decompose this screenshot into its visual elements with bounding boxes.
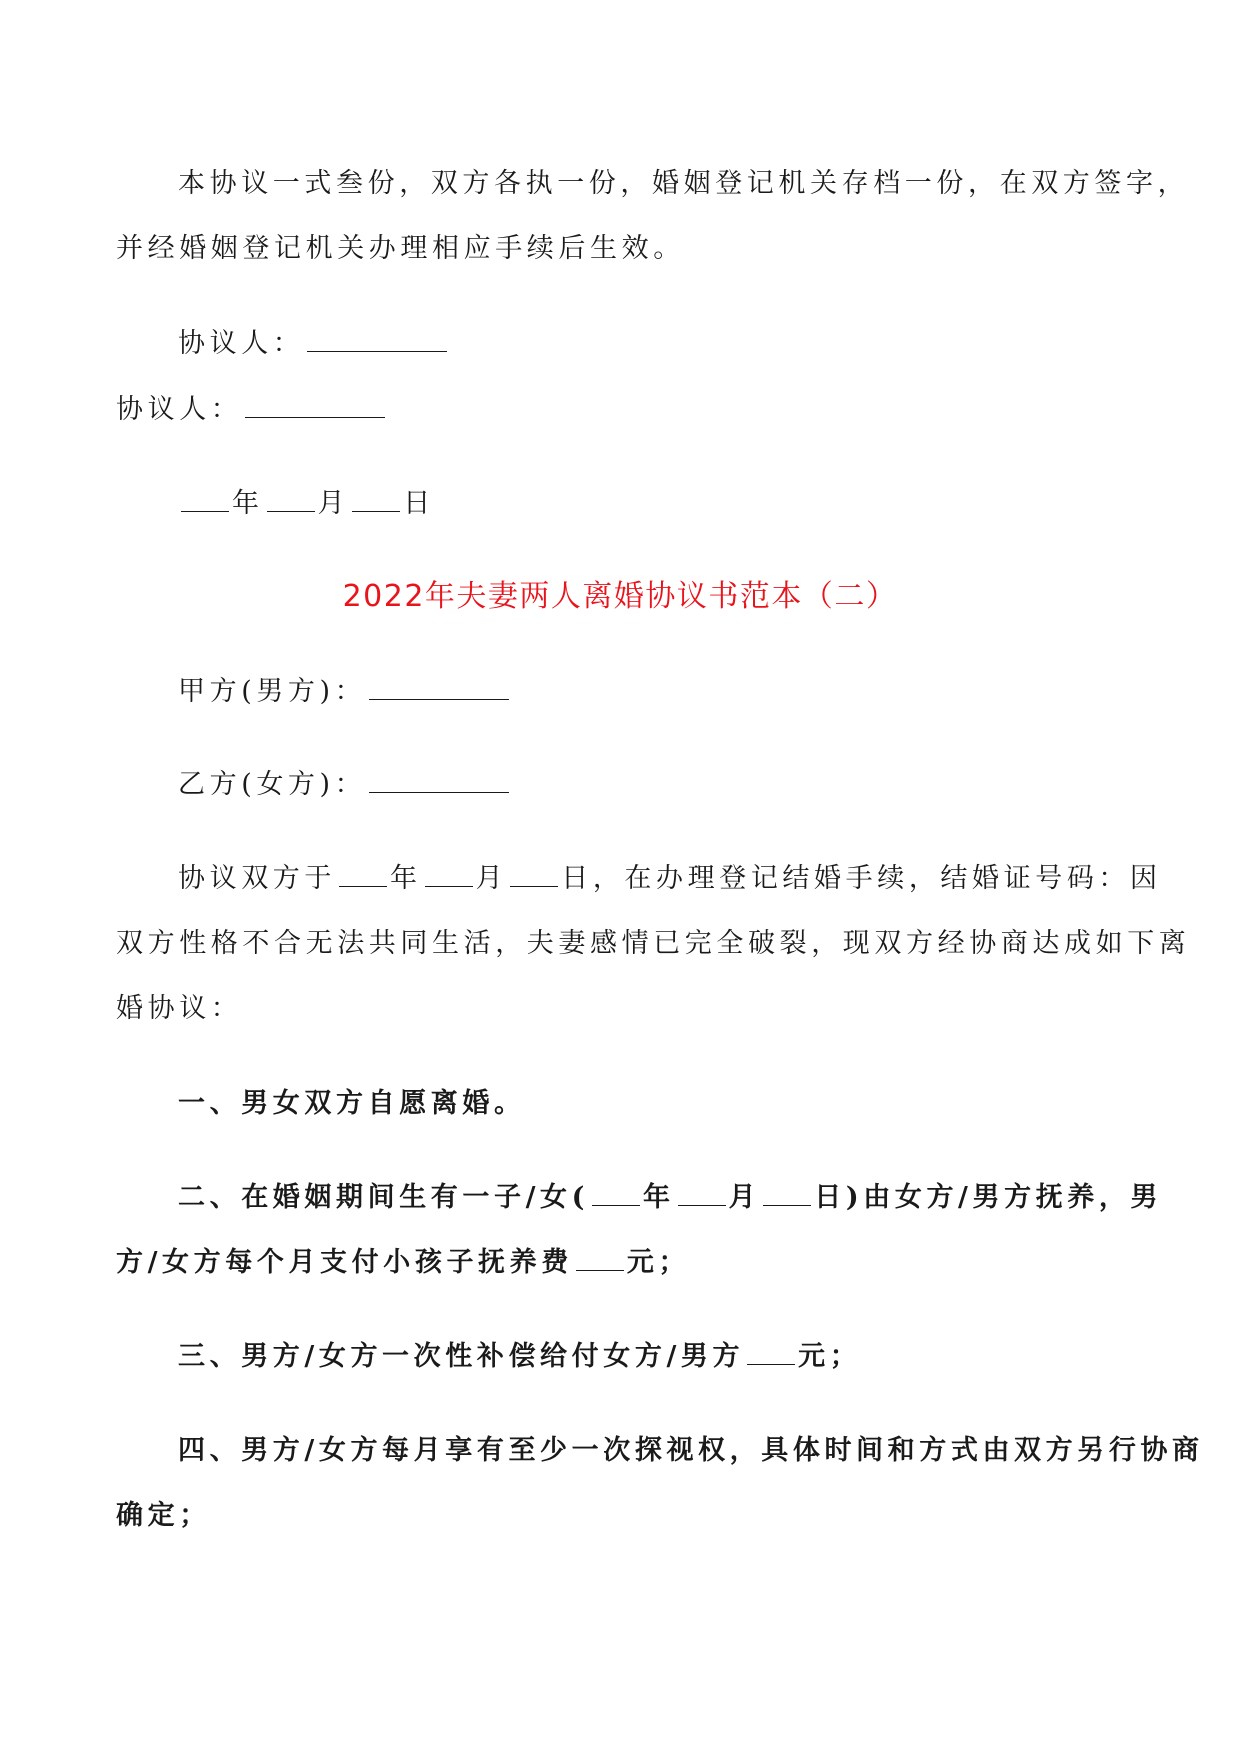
day-blank [352,510,400,512]
signature-line-2 [116,396,388,423]
party-b-blank [369,791,509,793]
date-line [178,490,435,517]
month-blank [425,885,473,887]
signature-label: 协议人： [116,394,243,425]
year-label: 年 [390,863,422,894]
party-a-label: 甲方(男方)： [178,676,367,707]
amount-blank [576,1269,624,1271]
month-blank [678,1204,726,1206]
year-blank [181,510,229,512]
clause-2-text: 元； [626,1247,691,1278]
validity-paragraph-line-1: 本协议一式叁份，双方各执一份，婚姻登记机关存档一份，在双方签字， [178,168,1190,199]
clause-2-line-2 [116,1249,690,1276]
month-label: 月 [317,488,350,519]
party-a-line [178,678,512,705]
signature-blank [245,416,385,418]
day-label: 日 [403,488,435,519]
clause-2-text: 二、在婚姻期间生有一子/女( [178,1182,590,1213]
document-title: 2022年夫妻两人离婚协议书范本（二） [342,579,898,614]
clause-2-line-1 [178,1184,1162,1211]
year-blank [339,885,387,887]
intro-text: 协议双方于 [178,863,336,894]
year-blank [592,1204,640,1206]
intro-line-2: 双方性格不合无法共同生活，夫妻感情已完全破裂，现双方经协商达成如下离 [116,928,1191,959]
party-b-line [178,771,512,798]
clause-3-text: 三、男方/女方一次性补偿给付女方/男方 [178,1341,745,1372]
amount-blank [747,1363,795,1365]
clause-4-line-2: 确定； [116,1500,211,1531]
signature-line-1 [178,330,450,357]
clause-3-text: 元； [798,1341,862,1372]
clause-1: 一、男女双方自愿离婚。 [178,1088,526,1119]
validity-paragraph-line-2: 并经婚姻登记机关办理相应手续后生效。 [116,233,685,264]
signature-label: 协议人： [178,328,305,359]
intro-line-3: 婚协议： [116,993,243,1024]
clause-4-line-1: 四、男方/女方每月享有至少一次探视权，具体时间和方式由双方另行协商 [178,1435,1204,1466]
clause-3 [178,1343,861,1370]
day-blank [510,885,558,887]
party-a-blank [369,698,509,700]
intro-line-1 [178,865,1162,892]
month-blank [267,510,315,512]
signature-blank [307,350,447,352]
intro-text: 日，在办理登记结婚手续，结婚证号码：因 [561,863,1162,894]
clause-2-text: 方/女方每个月支付小孩子抚养费 [116,1247,573,1278]
month-label: 月 [728,1182,761,1213]
year-label: 年 [232,488,264,519]
month-label: 月 [475,863,508,894]
day-blank [763,1204,811,1206]
party-b-label: 乙方(女方)： [178,769,367,800]
clause-2-text: 日)由女方/男方抚养，男 [814,1182,1163,1213]
year-label: 年 [643,1182,675,1213]
